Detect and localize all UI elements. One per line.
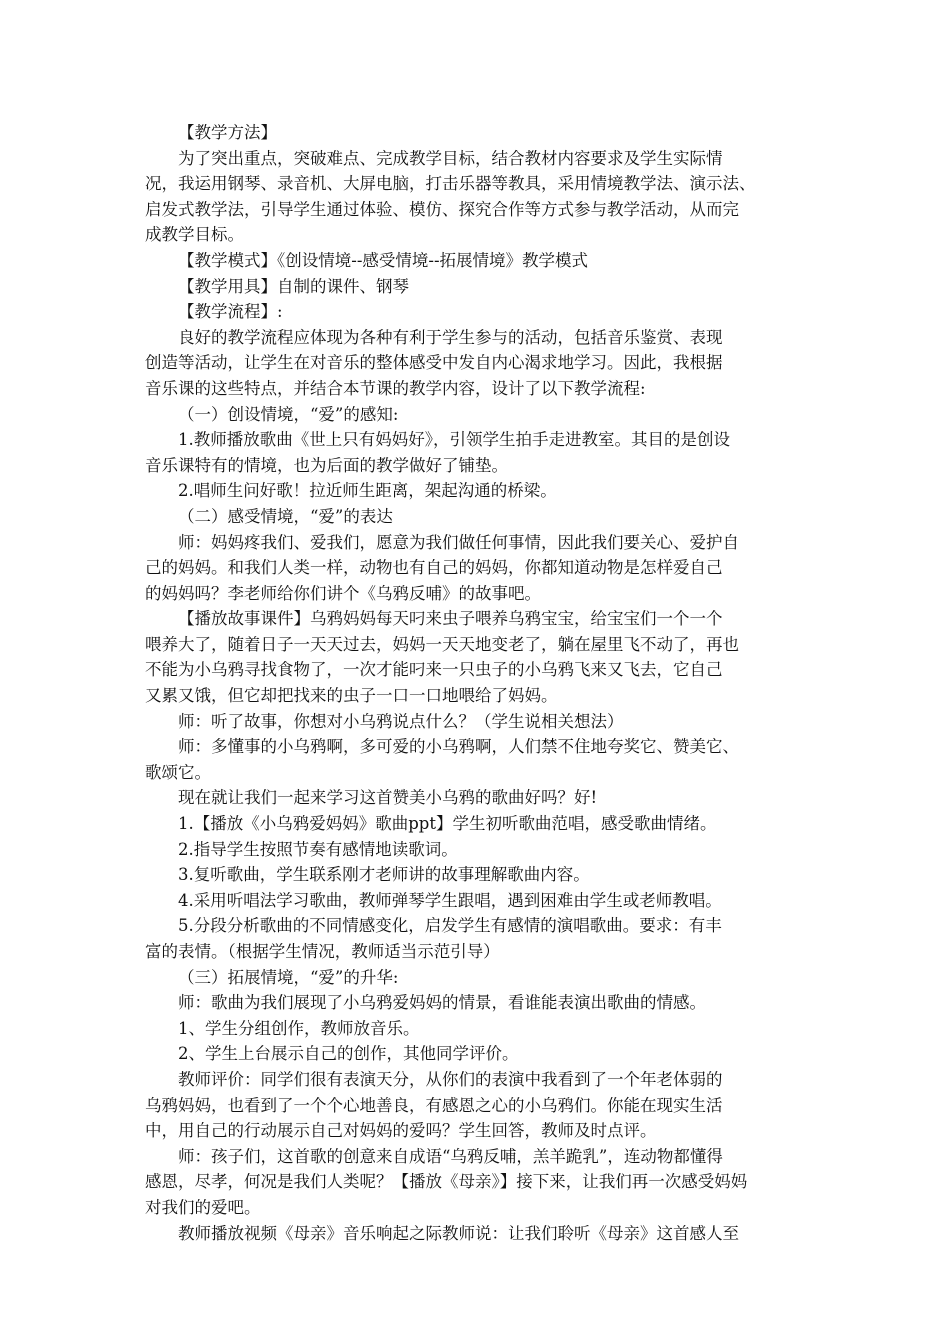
text-line: 师：孩子们，这首歌的创意来自成语“乌鸦反哺，羔羊跪乳”，连动物都懂得 <box>178 1146 723 1166</box>
text-line: （三）拓展情境，“爱”的升华: <box>178 967 399 987</box>
text-line: 教师播放视频《母亲》音乐响起之际教师说：让我们聆听《母亲》这首感人至 <box>178 1223 739 1243</box>
text-line: （一）创设情境，“爱”的感知: <box>178 404 399 424</box>
text-line: 不能为小乌鸦寻找食物了，一次才能叼来一只虫子的小乌鸦飞来又飞去，它自己 <box>145 660 723 680</box>
text-line: 乌鸦妈妈，也看到了一个个心地善良，有感恩之心的小乌鸦们。你能在现实生活 <box>145 1095 723 1115</box>
text-line: 良好的教学流程应体现为各种有利于学生参与的活动，包括音乐鉴赏、表现 <box>178 327 723 347</box>
document-page <box>145 120 810 1246</box>
text-line: 2.唱师生问好歌！拉近师生距离，架起沟通的桥梁。 <box>178 481 557 501</box>
text-line: 富的表情。（根据学生情况，教师适当示范引导） <box>145 942 500 961</box>
text-line: 【教学模式】《创设情境--感受情境--拓展情境》教学模式 <box>178 250 589 270</box>
text-line: 师：歌曲为我们展现了小乌鸦爱妈妈的情景，看谁能表演出歌曲的情感。 <box>178 993 706 1013</box>
text-line: 音乐课的这些特点，并结合本节课的教学内容，设计了以下教学流程: <box>145 378 646 398</box>
text-line: 2.指导学生按照节奏有感情地读歌词。 <box>178 839 458 859</box>
text-line: 为了突出重点，突破难点、完成教学目标，结合教材内容要求及学生实际情 <box>178 148 723 168</box>
text-line: 师：听了故事，你想对小乌鸦说点什么？（学生说相关想法） <box>178 711 624 731</box>
text-line: （二）感受情境，“爱”的表达 <box>178 506 393 526</box>
text-line: 3.复听歌曲，学生联系刚才老师讲的故事理解歌曲内容。 <box>178 865 590 885</box>
text-line: 喂养大了，随着日子一天天过去，妈妈一天天地变老了，躺在屋里飞不动了，再也 <box>145 634 739 654</box>
text-line: 1、学生分组创作，教师放音乐。 <box>178 1018 420 1038</box>
text-line: 【教学方法】 <box>178 123 277 142</box>
text-line: 【播放故事课件】乌鸦妈妈每天叼来虫子喂养乌鸦宝宝，给宝宝们一个一个 <box>178 609 723 629</box>
text-line: 【教学用具】自制的课件、钢琴 <box>178 276 409 296</box>
text-line: 1.【播放《小乌鸦爱妈妈》歌曲ppt】学生初听歌曲范唱，感受歌曲情绪。 <box>178 814 717 834</box>
text-line: 1.教师播放歌曲《世上只有妈妈好》，引领学生拍手走进教室。其目的是创设 <box>178 430 730 450</box>
text-line: 的妈妈吗？李老师给你们讲个《乌鸦反哺》的故事吧。 <box>145 583 541 603</box>
text-line: 音乐课特有的情境，也为后面的教学做好了铺垫。 <box>145 455 508 475</box>
text-line: 启发式教学法，引导学生通过体验、模仿、探究合作等方式参与教学活动，从而完 <box>145 199 739 219</box>
text-line: 5.分段分析歌曲的不同情感变化，启发学生有感情的演唱歌曲。要求：有丰 <box>178 916 722 936</box>
text-line: 况，我运用钢琴、录音机、大屏电脑，打击乐器等教具，采用情境教学法、演示法、 <box>145 174 756 194</box>
text-line: 教师评价：同学们很有表演天分，从你们的表演中我看到了一个年老体弱的 <box>178 1069 723 1089</box>
text-line: 感恩，尽孝，何况是我们人类呢？【播放《母亲》】接下来，让我们再一次感受妈妈 <box>145 1172 748 1192</box>
text-line: 又累又饿，但它却把找来的虫子一口一口地喂给了妈妈。 <box>145 686 558 706</box>
text-line: 4.采用听唱法学习歌曲，教师弹琴学生跟唱，遇到困难由学生或老师教唱。 <box>178 890 722 910</box>
text-line: 现在就让我们一起来学习这首赞美小乌鸦的歌曲好吗？好! <box>178 788 598 808</box>
text-line: 己的妈妈。和我们人类一样，动物也有自己的妈妈，你都知道动物是怎样爱自己 <box>145 558 723 578</box>
text-line: 创造等活动，让学生在对音乐的整体感受中发自内心渴求地学习。因此，我根据 <box>145 353 723 373</box>
text-line: 师：多懂事的小乌鸦啊，多可爱的小乌鸦啊，人们禁不住地夸奖它、赞美它、 <box>178 737 739 757</box>
text-line: 成教学目标。 <box>145 225 244 245</box>
text-line: 【教学流程】: <box>178 302 283 322</box>
text-line: 对我们的爱吧。 <box>145 1197 261 1217</box>
text-line: 中，用自己的行动展示自己对妈妈的爱吗？学生回答，教师及时点评。 <box>145 1121 657 1141</box>
text-line: 师：妈妈疼我们、爱我们，愿意为我们做任何事情，因此我们要关心、爱护自 <box>178 532 739 552</box>
text-line: 2、学生上台展示自己的创作，其他同学评价。 <box>178 1044 519 1064</box>
text-line: 歌颂它。 <box>145 762 211 782</box>
